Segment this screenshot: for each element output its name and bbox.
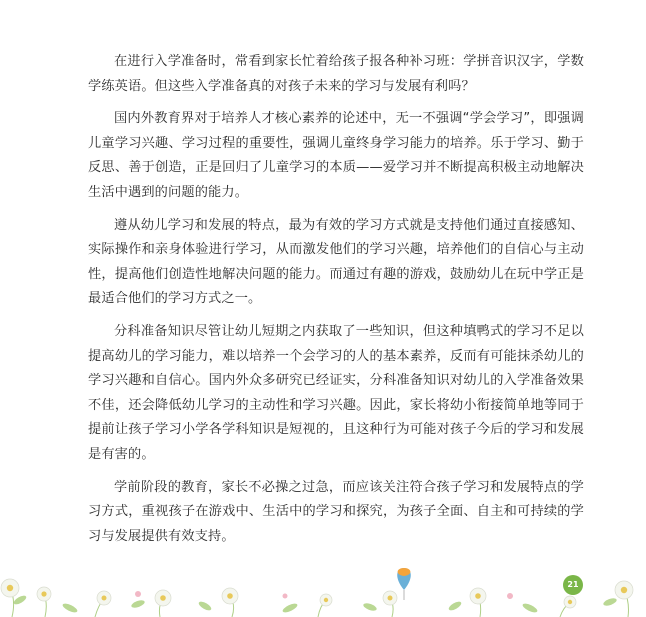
page-number-badge: 21 bbox=[563, 575, 583, 595]
daisy-flower-icon bbox=[1, 579, 633, 608]
paragraph-5: 学前阶段的教育，家长不必操之过急，而应该关注符合孩子学习和发展特点的学习方式，重视孩子在游戏中、生活中的学习和探究，为孩子全面、自主和可持续的学习与发展提供有效支持。 bbox=[88, 479, 584, 544]
paragraph-4: 分科准备知识尽管让幼儿短期之内获取了一些知识，但这种填鸭式的学习不足以提高幼儿的学习能力，难以培养一个会学习的人的基本素养，反而有可能抹杀幼儿的学习兴趣和自信心。国内外众多研究已经证实，分科准备知识对幼儿的入学准备效果不佳，还会降低幼儿学习的主动性和学习兴趣。因此，家长将幼小衔接简单地等同于提前让孩子学习小学各学科知识是短视的，且这种行为可能对孩子今后的学习和发展是有害的。 bbox=[88, 323, 584, 462]
body-text bbox=[88, 50, 584, 557]
flower-border-illustration bbox=[0, 560, 646, 617]
paragraph-1: 在进行入学准备时，常看到家长忙着给孩子报各种补习班：学拼音识汉字，学数学练英语。但这些入学准备真的对孩子未来的学习与发展有利吗？ bbox=[88, 54, 584, 94]
balloon-icon bbox=[397, 568, 411, 600]
flower-border-decoration bbox=[0, 560, 646, 617]
paragraph-3: 遵从幼儿学习和发展的特点，最为有效的学习方式就是支持他们通过直接感知、实际操作和亲身体验进行学习，从而激发他们的学习兴趣，培养他们的自信心与主动性，提高他们创造性地解决问题的能力。而通过有趣的游戏，鼓励幼儿在玩中学正是最适合他们的学习方式之一。 bbox=[88, 217, 584, 307]
paragraph-2: 国内外教育界对于培养人才核心素养的论述中，无一不强调“学会学习”，即强调儿童学习兴趣、学习过程的重要性，强调儿童终身学习能力的培养。乐于学习、勤于反思、善于创造，正是回归了儿童学习的本质——爱学习并不断提高积极主动地解决生活中遇到的问题的能力。 bbox=[88, 111, 584, 200]
